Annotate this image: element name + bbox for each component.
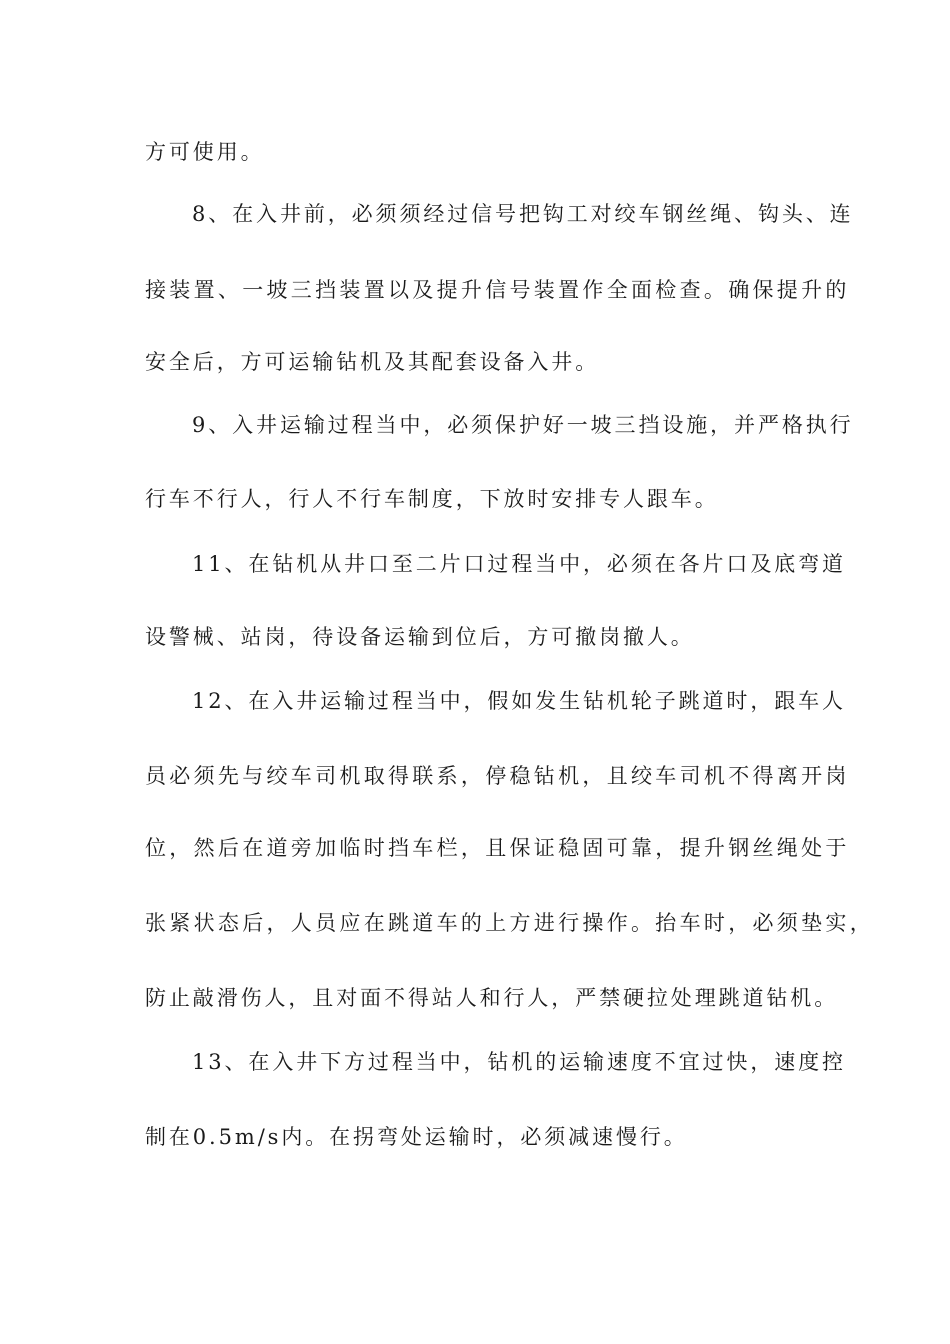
text-line: 员必须先与绞车司机取得联系，停稳钻机，且绞车司机不得离开岗 (145, 764, 850, 788)
paragraph-13-first-line: 13、在入井下方过程当中，钻机的运输速度不宜过快，速度控 (192, 1050, 846, 1074)
paragraph-12-first-line: 12、在入井运输过程当中，假如发生钻机轮子跳道时，跟车人 (192, 689, 846, 713)
paragraph-9-first-line: 9、入井运输过程当中，必须保护好一坡三挡设施，并严格执行 (192, 413, 854, 437)
text-line: 防止敲滑伤人，且对面不得站人和行人，严禁硬拉处理跳道钻机。 (145, 986, 839, 1010)
text-line: 张紧状态后，人员应在跳道车的上方进行操作。抬车时，必须垫实， (145, 911, 874, 935)
text-line: 制在0.5m/s内。在拐弯处运输时，必须减速慢行。 (145, 1125, 688, 1149)
text-line: 方可使用。 (145, 140, 265, 164)
paragraph-11-first-line: 11、在钻机从井口至二片口过程当中，必须在各片口及底弯道 (192, 552, 846, 576)
text-line: 位，然后在道旁加临时挡车栏，且保证稳固可靠，提升钢丝绳处于 (145, 836, 850, 860)
text-line: 接装置、一坡三挡装置以及提升信号装置作全面检查。确保提升的 (145, 278, 850, 302)
text-line: 安全后，方可运输钻机及其配套设备入井。 (145, 350, 600, 374)
text-line: 行车不行人，行人不行车制度，下放时安排专人跟车。 (145, 487, 719, 511)
paragraph-8-first-line: 8、在入井前，必须须经过信号把钩工对绞车钢丝绳、钩头、连 (192, 202, 854, 226)
text-line: 设警械、站岗，待设备运输到位后，方可撤岗撤人。 (145, 625, 695, 649)
